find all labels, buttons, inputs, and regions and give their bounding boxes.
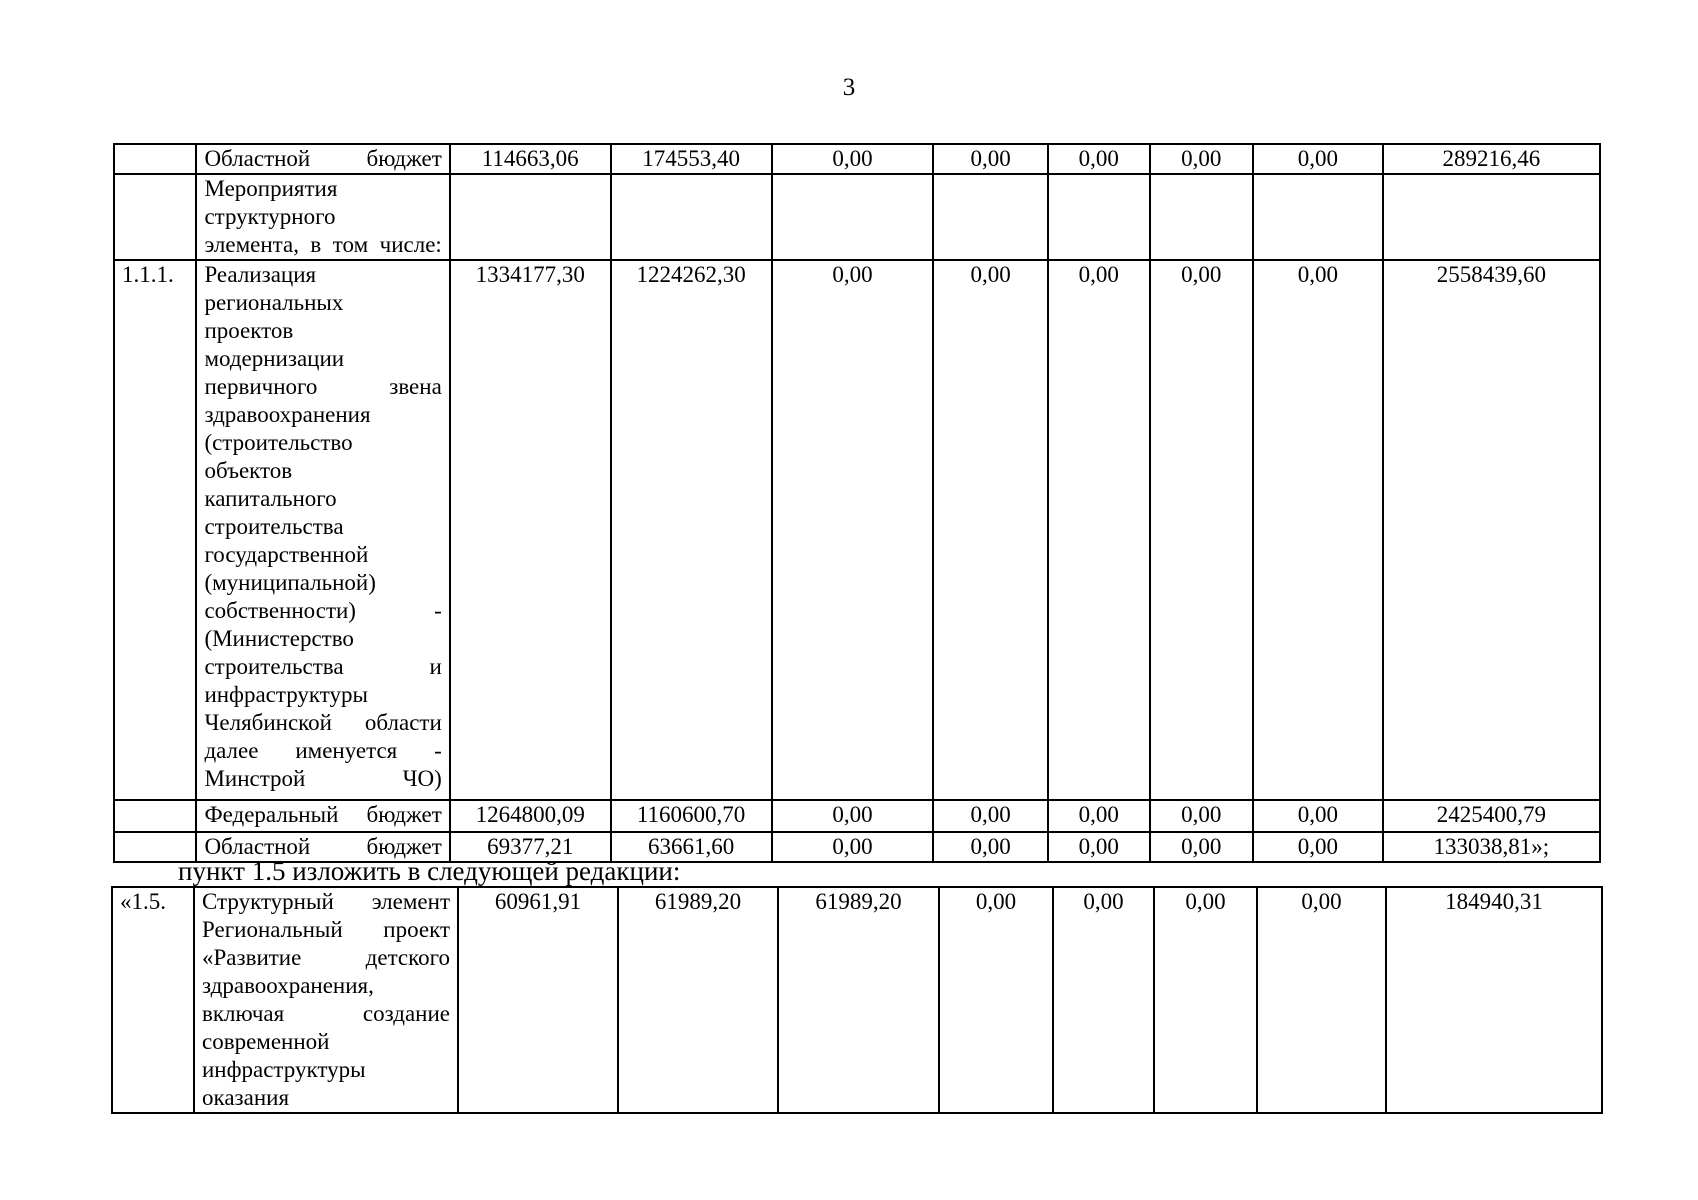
row-number-cell bbox=[114, 800, 196, 832]
row-name-line: инфраструктуры bbox=[202, 1057, 366, 1082]
row-number-cell: 1.1.1. bbox=[114, 260, 196, 800]
value-cell: 0,00 bbox=[772, 260, 934, 800]
value-cell: 0,00 bbox=[772, 800, 934, 832]
row-name-line: элемента, в том числе: bbox=[204, 232, 442, 257]
value-cell: 0,00 bbox=[1150, 832, 1254, 862]
value-cell: 0,00 bbox=[772, 144, 934, 174]
row-name-line: (Министерство bbox=[204, 626, 354, 651]
row-name-line: Структурный элемент bbox=[202, 889, 450, 914]
value-cell: 0,00 bbox=[933, 144, 1048, 174]
page-number: 3 bbox=[842, 74, 856, 101]
value-cell: 69377,21 bbox=[450, 832, 611, 862]
budget-table-continued bbox=[113, 143, 1601, 863]
value-cell bbox=[611, 174, 772, 260]
row-name-line: собственности) - bbox=[204, 598, 442, 623]
value-cell: 0,00 bbox=[1048, 832, 1150, 862]
row-name-line: Региональный проект bbox=[202, 917, 450, 942]
value-cell: 0,00 bbox=[933, 832, 1048, 862]
value-cell: 174553,40 bbox=[611, 144, 772, 174]
value-cell: 1224262,30 bbox=[611, 260, 772, 800]
value-cell: 0,00 bbox=[1253, 832, 1383, 862]
value-cell: 184940,31 bbox=[1386, 887, 1602, 1113]
row-name-line: Минстрой ЧО) bbox=[204, 766, 442, 791]
row-name-line: Федеральный бюджет bbox=[204, 802, 442, 827]
value-cell: 114663,06 bbox=[450, 144, 611, 174]
value-cell: 0,00 bbox=[1150, 144, 1254, 174]
value-cell: 0,00 bbox=[933, 260, 1048, 800]
row-name-cell bbox=[196, 800, 449, 832]
table-row bbox=[114, 260, 1600, 800]
row-name-line: включая создание bbox=[202, 1001, 450, 1026]
value-cell: 0,00 bbox=[1053, 887, 1154, 1113]
value-cell bbox=[450, 174, 611, 260]
row-name-line: здравоохранения bbox=[204, 402, 371, 427]
row-name-line: строительства bbox=[204, 514, 344, 539]
row-name-cell bbox=[196, 144, 449, 174]
row-name-line: региональных bbox=[204, 290, 344, 315]
value-cell bbox=[1253, 174, 1383, 260]
table-row bbox=[114, 800, 1600, 832]
row-name-line: модернизации bbox=[204, 346, 345, 371]
value-cell: 0,00 bbox=[772, 832, 934, 862]
row-name-line: инфраструктуры bbox=[204, 682, 368, 707]
value-cell: 61989,20 bbox=[618, 887, 778, 1113]
value-cell: 1264800,09 bbox=[450, 800, 611, 832]
value-cell: 63661,60 bbox=[611, 832, 772, 862]
row-name-line: «Развитие детского bbox=[202, 945, 450, 970]
row-number-cell bbox=[114, 174, 196, 260]
value-cell: 0,00 bbox=[1154, 887, 1257, 1113]
value-cell: 0,00 bbox=[1253, 144, 1383, 174]
value-cell: 0,00 bbox=[1048, 144, 1150, 174]
table-row bbox=[112, 887, 1602, 1113]
value-cell bbox=[1150, 174, 1254, 260]
value-cell: 0,00 bbox=[1257, 887, 1386, 1113]
row-name-line: государственной bbox=[204, 542, 369, 567]
value-cell: 133038,81»; bbox=[1383, 832, 1600, 862]
value-cell bbox=[1383, 174, 1600, 260]
value-cell: 0,00 bbox=[939, 887, 1053, 1113]
value-cell: 0,00 bbox=[1048, 260, 1150, 800]
row-name-line: Челябинской области bbox=[204, 710, 442, 735]
row-name-line: проектов bbox=[204, 318, 294, 343]
budget-table-item-1-5 bbox=[111, 886, 1603, 1114]
value-cell: 1334177,30 bbox=[450, 260, 611, 800]
row-name-line: оказания bbox=[202, 1085, 290, 1110]
row-name-line: капитального bbox=[204, 486, 337, 511]
value-cell: 1160600,70 bbox=[611, 800, 772, 832]
row-name-line: первичного звена bbox=[204, 374, 442, 399]
instruction-text: пункт 1.5 изложить в следующей редакции: bbox=[178, 856, 681, 886]
value-cell: 0,00 bbox=[1150, 260, 1254, 800]
table-row bbox=[114, 174, 1600, 260]
value-cell: 60961,91 bbox=[458, 887, 618, 1113]
value-cell: 0,00 bbox=[1048, 800, 1150, 832]
row-name-cell bbox=[194, 887, 458, 1113]
row-number-cell bbox=[114, 144, 196, 174]
value-cell: 2425400,79 bbox=[1383, 800, 1600, 832]
table-row bbox=[114, 144, 1600, 174]
value-cell: 289216,46 bbox=[1383, 144, 1600, 174]
row-name-line: Мероприятия bbox=[204, 176, 338, 201]
row-name-line: (муниципальной) bbox=[204, 570, 376, 595]
row-number-cell: «1.5. bbox=[112, 887, 194, 1113]
value-cell: 2558439,60 bbox=[1383, 260, 1600, 800]
value-cell: 0,00 bbox=[933, 800, 1048, 832]
value-cell: 61989,20 bbox=[778, 887, 939, 1113]
value-cell: 0,00 bbox=[1253, 800, 1383, 832]
row-name-line: строительства и bbox=[204, 654, 442, 679]
row-name-line: (строительство bbox=[204, 430, 353, 455]
value-cell bbox=[1048, 174, 1150, 260]
row-name-line: здравоохранения, bbox=[202, 973, 374, 998]
row-name-line: Областной бюджет bbox=[204, 834, 442, 859]
row-name-line: современной bbox=[202, 1029, 330, 1054]
row-name-line: Областной бюджет bbox=[204, 146, 442, 171]
value-cell bbox=[933, 174, 1048, 260]
row-name-cell bbox=[196, 260, 449, 800]
row-name-cell bbox=[196, 174, 449, 260]
value-cell: 0,00 bbox=[1150, 800, 1254, 832]
row-name-line: структурного bbox=[204, 204, 336, 229]
value-cell: 0,00 bbox=[1253, 260, 1383, 800]
value-cell bbox=[772, 174, 934, 260]
row-name-line: объектов bbox=[204, 458, 293, 483]
row-name-line: Реализация bbox=[204, 262, 317, 287]
row-name-line: далее именуется - bbox=[204, 738, 442, 763]
